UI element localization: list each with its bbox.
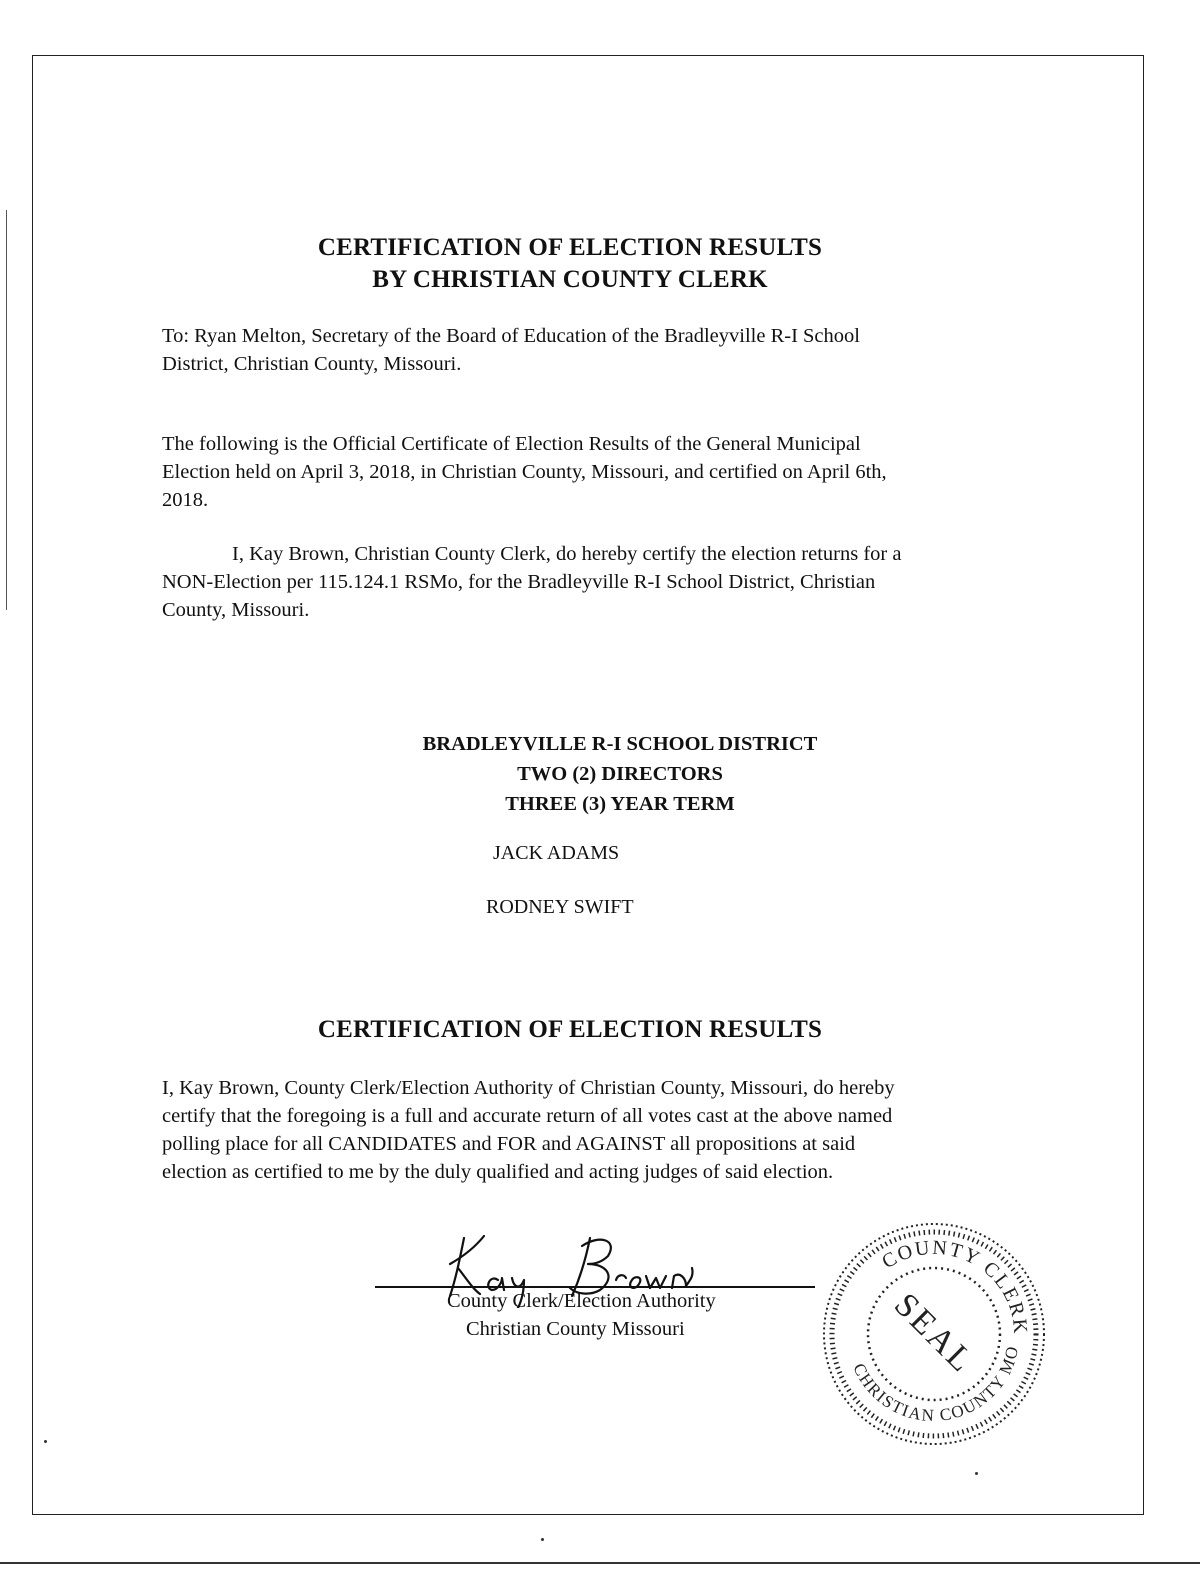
scan-artifact-dot [541, 1538, 544, 1541]
final-line: election as certified to me by the duly qualified and acting judges of said election. [162, 1161, 834, 1183]
district-seats: TWO (2) DIRECTORS [517, 763, 723, 785]
intro-paragraph [162, 430, 1012, 514]
district-block [340, 729, 900, 819]
signature-line [375, 1286, 815, 1288]
county-clerk-seal [818, 1218, 1050, 1450]
certify-line: NON-Election per 115.124.1 RSMo, for the Bradleyville R-I School District, Christian [162, 571, 876, 593]
scan-artifact-dot [44, 1440, 47, 1443]
final-line: certify that the foregoing is a full and accurate return of all votes cast at the above named [162, 1105, 893, 1127]
scan-artifact-bottom-line [0, 1562, 1200, 1564]
scan-artifact-dot [975, 1472, 978, 1475]
addressee-paragraph [162, 322, 1012, 378]
seal-outer-text: COUNTY CLERK [878, 1236, 1032, 1337]
final-line: polling place for all CANDIDATES and FOR and AGAINST all propositions at said [162, 1133, 856, 1155]
signer-county: Christian County Missouri [466, 1318, 685, 1340]
seal-inner-text: CHRISTIAN COUNTY MO [849, 1343, 1023, 1426]
intro-line: 2018. [162, 489, 209, 511]
certification-heading: CERTIFICATION OF ELECTION RESULTS [317, 1016, 823, 1043]
signer-title: County Clerk/Election Authority [447, 1290, 716, 1312]
addressee-line: District, Christian County, Missouri. [162, 353, 462, 375]
addressee-line: To: Ryan Melton, Secretary of the Board of Education of the Bradleyville R-I School [162, 325, 860, 347]
intro-line: The following is the Official Certificate of Election Results of the General Municipal [162, 433, 861, 455]
candidate-name: RODNEY SWIFT [486, 896, 634, 918]
candidate-name: JACK ADAMS [493, 842, 620, 864]
document-subtitle: BY CHRISTIAN COUNTY CLERK [372, 266, 768, 293]
final-certification-paragraph [162, 1074, 1012, 1186]
final-line: I, Kay Brown, County Clerk/Election Authority of Christian County, Missouri, do hereby [162, 1077, 895, 1099]
certify-paragraph [162, 540, 1012, 624]
certify-line: County, Missouri. [162, 599, 310, 621]
document-title: CERTIFICATION OF ELECTION RESULTS [317, 234, 823, 261]
seal-center-text: SEAL [886, 1286, 982, 1382]
district-term: THREE (3) YEAR TERM [505, 793, 735, 815]
district-name: BRADLEYVILLE R-I SCHOOL DISTRICT [422, 733, 818, 755]
intro-line: Election held on April 3, 2018, in Christian County, Missouri, and certified on April 6th, [162, 461, 887, 483]
certify-line: I, Kay Brown, Christian County Clerk, do hereby certify the election returns for a [232, 543, 902, 565]
